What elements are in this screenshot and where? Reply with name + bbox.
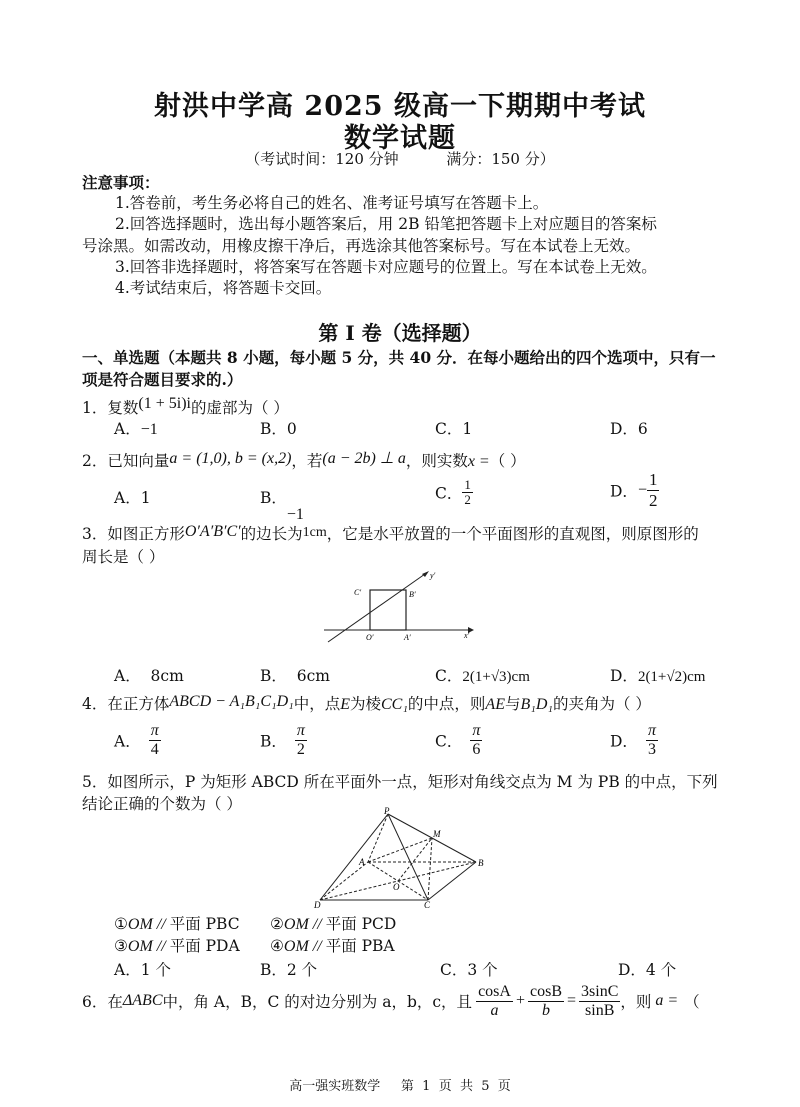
q5-option-b: B．2 个 <box>260 961 318 979</box>
question-5-stem-line1: 5．如图所示，P 为矩形 ABCD 所在平面外一点，矩形对角线交点为 M 为 PB 的中点，下列 <box>82 773 718 791</box>
exam-title: 射洪中学高 2025 级高一下期期中考试 <box>154 91 646 122</box>
notice-item-1: 1.答卷前，考生务必将自己的姓名、准考证号填写在答题卡上。 <box>115 194 549 212</box>
label-a-prime: A′ <box>404 633 411 642</box>
q1-option-a: A．−1 <box>114 420 158 438</box>
q3-option-b: B． 6cm <box>260 667 330 685</box>
q4-option-d: D． $\frac{\pi}{3}$ <box>610 722 656 758</box>
question-6-stem: 6．在 ΔABC 中，角 A，B，C 的对边分别为 a，b，c，且 $\frac{\cos A}{a}$ + $\frac{\cos B}{b}$ = $\frac{3\sin C}{\sin B}$ ，则 a = （ <box>82 982 700 1019</box>
q5-statement-2: ②OM // 平面 PCD <box>270 915 397 933</box>
label-c-prime: C′ <box>354 588 362 597</box>
q5-statement-4: ④OM // 平面 PBA <box>270 937 395 955</box>
label-m: M <box>433 829 441 839</box>
notice-item-2-cont: 号涂黑。如需改动，用橡皮擦干净后，再选涂其他答案标号。写在本试卷上无效。 <box>82 237 641 255</box>
q5-pyramid-figure <box>310 806 500 910</box>
question-2-stem: 2．已知向量a = (1,0), b = (x,2)，若(a − 2b) ⊥ a，则实数x =（ ） <box>82 450 526 470</box>
notice-item-4: 4.考试结束后，将答题卡交回。 <box>115 279 332 297</box>
q3-option-d: D．2(1+√2)cm <box>610 667 706 685</box>
q2-option-d: D．− $\frac{1}{2}$ <box>610 470 658 510</box>
notice-item-2: 2.回答选择题时，选出每小题答案后，用 2B 铅笔把答题卡上对应题目的答案标 <box>115 215 657 233</box>
notice-heading: 注意事项： <box>82 173 160 192</box>
label-p: P <box>384 806 390 816</box>
q2-option-c: C． $\frac{1}{2}$ <box>435 477 471 507</box>
q1-pre: 复数 <box>107 399 139 417</box>
q5-option-c: C．3 个 <box>440 961 498 979</box>
q1-option-d: D．6 <box>610 420 648 438</box>
notice-item-3: 3.回答非选择题时，将答案写在答题卡对应题号的位置上。写在本试卷上无效。 <box>115 258 657 276</box>
q3-option-a: A． 8cm <box>114 667 184 685</box>
label-x-prime: x′ <box>464 631 470 640</box>
q5-option-a: A．1 个 <box>114 961 171 979</box>
label-b-prime: B′ <box>409 590 416 599</box>
q1-option-b: B．0 <box>260 420 297 438</box>
question-4-stem: 4．在正方体ABCD − A₁B₁C₁D₁中，点E为棱CC₁的中点，则AE与B₁D₁的夹角为（ ） <box>82 693 651 713</box>
q2-option-a: A．1 <box>114 489 151 507</box>
label-d: D <box>314 900 321 910</box>
q1-option-c: C．1 <box>435 420 473 438</box>
question-5-stem-line2: 结论正确的个数为（ ） <box>82 795 242 813</box>
q2-option-b: B．−1 <box>260 489 304 523</box>
label-c: C <box>424 900 431 910</box>
q1-post: 的虚部为（ ） <box>190 399 289 417</box>
q4-option-a: A． $\frac{\pi}{4}$ <box>114 722 159 758</box>
part-heading-line1: 一、单选题（本题共 8 小题，每小题 5 分，共 40 分．在每小题给出的四个选项中，只有一 <box>82 348 716 367</box>
label-y-prime: y′ <box>430 571 436 580</box>
page-footer: 高一强实班数学 第 1 页 共 5 页 <box>289 1079 511 1094</box>
question-number: 1． <box>82 399 108 417</box>
section-title: 第 I 卷（选择题） <box>318 321 482 345</box>
label-o-prime: O′ <box>366 633 374 642</box>
q3-option-c: C．2(1+√3)cm <box>435 667 530 685</box>
q5-statement-1: ①OM // 平面 PBC <box>114 915 240 933</box>
q1-expression: (1 + 5i)i <box>138 395 191 412</box>
label-b: B <box>478 858 484 868</box>
q5-statement-3: ③OM // 平面 PDA <box>114 937 240 955</box>
q3-oblique-square-figure <box>320 562 480 647</box>
label-o: O <box>393 882 400 892</box>
part-heading-line2: 项是符合题目要求的.） <box>82 370 243 389</box>
label-a: A <box>359 857 365 867</box>
q4-option-b: B． $\frac{\pi}{2}$ <box>260 722 305 758</box>
question-3-stem-line2: 周长是（ ） <box>82 548 165 566</box>
question-3-stem-line1: 3．如图正方形O′A′B′C′的边长为1cm，它是水平放置的一个平面图形的直观图，则原图形的 <box>82 523 699 543</box>
q5-option-d: D．4 个 <box>618 961 677 979</box>
question-1-stem <box>82 396 289 418</box>
q4-option-c: C． $\frac{\pi}{6}$ <box>435 722 481 758</box>
exam-subtitle: 数学试题 <box>344 123 456 154</box>
exam-info: （考试时间：120 分钟 满分：150 分） <box>245 150 555 168</box>
